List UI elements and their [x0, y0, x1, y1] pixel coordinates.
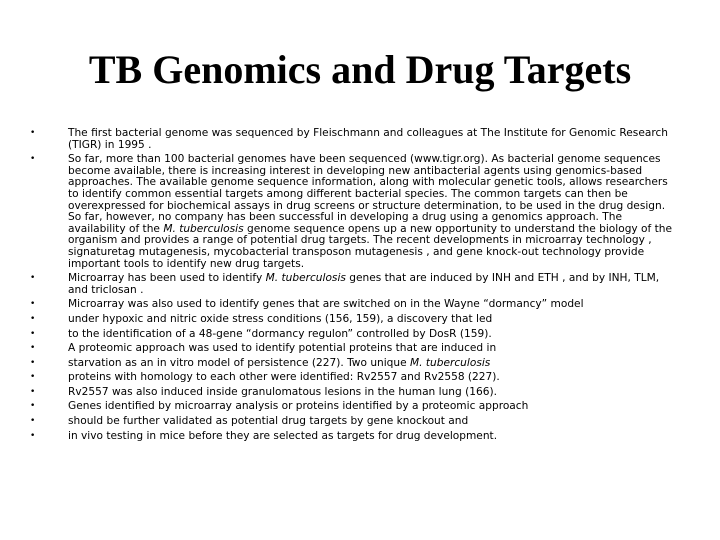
bullet-icon: • — [30, 372, 36, 383]
bullet-icon: • — [30, 343, 36, 354]
list-item — [30, 128, 680, 151]
bullet-icon: • — [30, 154, 36, 165]
bullet-text: to the identification of a 48-gene “dormancy regulon” controlled by DosR (159). — [68, 327, 492, 340]
bullet-text: So far, more than 100 bacterial genomes have been sequenced (www.tigr.org). As bacterial genome sequences become available, there is increasing interest in developing new antibacterial agents using genomics-based approaches. The available genome sequence information, along with molecular genetic tools, allows researchers to identify common essential targets among different bacterial species. The common targets can then be overexpressed for biochemical assays in drug screens or structure determination, to be used in the drug design. So far, however, no company has been successful in developing a drug using a genomics approach. The availability of the M. tuberculosis genome sequence opens up a new opportunity to understand the biology of the organism and provides a range of potential drug targets. The recent developments in microarray technology , signaturetag mutagenesis, mycobacterial transposon mutagenesis , and gene knock-out technology provide important tools to identify new drug targets. — [68, 153, 673, 270]
list-item — [30, 329, 680, 341]
list-item — [30, 401, 680, 413]
bullet-text: The first bacterial genome was sequenced by Fleischmann and colleagues at The Institute for Genomic Research (TIGR) in 1995 . — [68, 127, 668, 151]
bullet-icon: • — [30, 401, 36, 412]
bullet-text: in vivo testing in mice before they are selected as targets for drug development. — [68, 429, 498, 442]
list-item — [30, 387, 680, 399]
list-item — [30, 358, 680, 370]
list-item — [30, 273, 680, 296]
bullet-text: Rv2557 was also induced inside granulomatous lesions in the human lung (166). — [68, 385, 497, 398]
bullet-icon: • — [30, 128, 36, 138]
bullet-icon: • — [30, 299, 36, 310]
bullet-text: under hypoxic and nitric oxide stress conditions (156, 159), a discovery that led — [68, 312, 493, 325]
bullet-icon: • — [30, 328, 36, 339]
bullet-icon: • — [30, 357, 36, 368]
bullet-text: starvation as an in vitro model of persistence (227). Two unique M. tuberculosis — [68, 356, 491, 369]
list-item — [30, 343, 680, 355]
bullet-icon: • — [30, 430, 36, 441]
bullet-icon: • — [30, 273, 36, 284]
list-item — [30, 431, 680, 443]
bullet-list — [30, 128, 680, 445]
bullet-text: Genes identified by microarray analysis or proteins identified by a proteomic approach — [68, 400, 529, 413]
bullet-text: proteins with homology to each other were identified: Rv2557 and Rv2558 (227). — [68, 371, 500, 384]
bullet-text: should be further validated as potential drug targets by gene knockout and — [68, 415, 469, 428]
bullet-icon: • — [30, 386, 36, 397]
list-item — [30, 416, 680, 428]
list-item — [30, 314, 680, 326]
slide-title: TB Genomics and Drug Targets — [88, 47, 632, 92]
bullet-icon: • — [30, 416, 36, 427]
bullet-text: A proteomic approach was used to identify potential proteins that are induced in — [68, 342, 497, 355]
bullet-text: Microarray has been used to identify M. tuberculosis genes that are induced by INH and ETH , and by INH, TLM, and triclosan . — [68, 272, 660, 296]
bullet-text: Microarray was also used to identify genes that are switched on in the Wayne “dormancy” model — [68, 298, 584, 311]
list-item — [30, 372, 680, 384]
bullet-icon: • — [30, 313, 36, 324]
list-item — [30, 299, 680, 311]
list-item — [30, 154, 680, 270]
